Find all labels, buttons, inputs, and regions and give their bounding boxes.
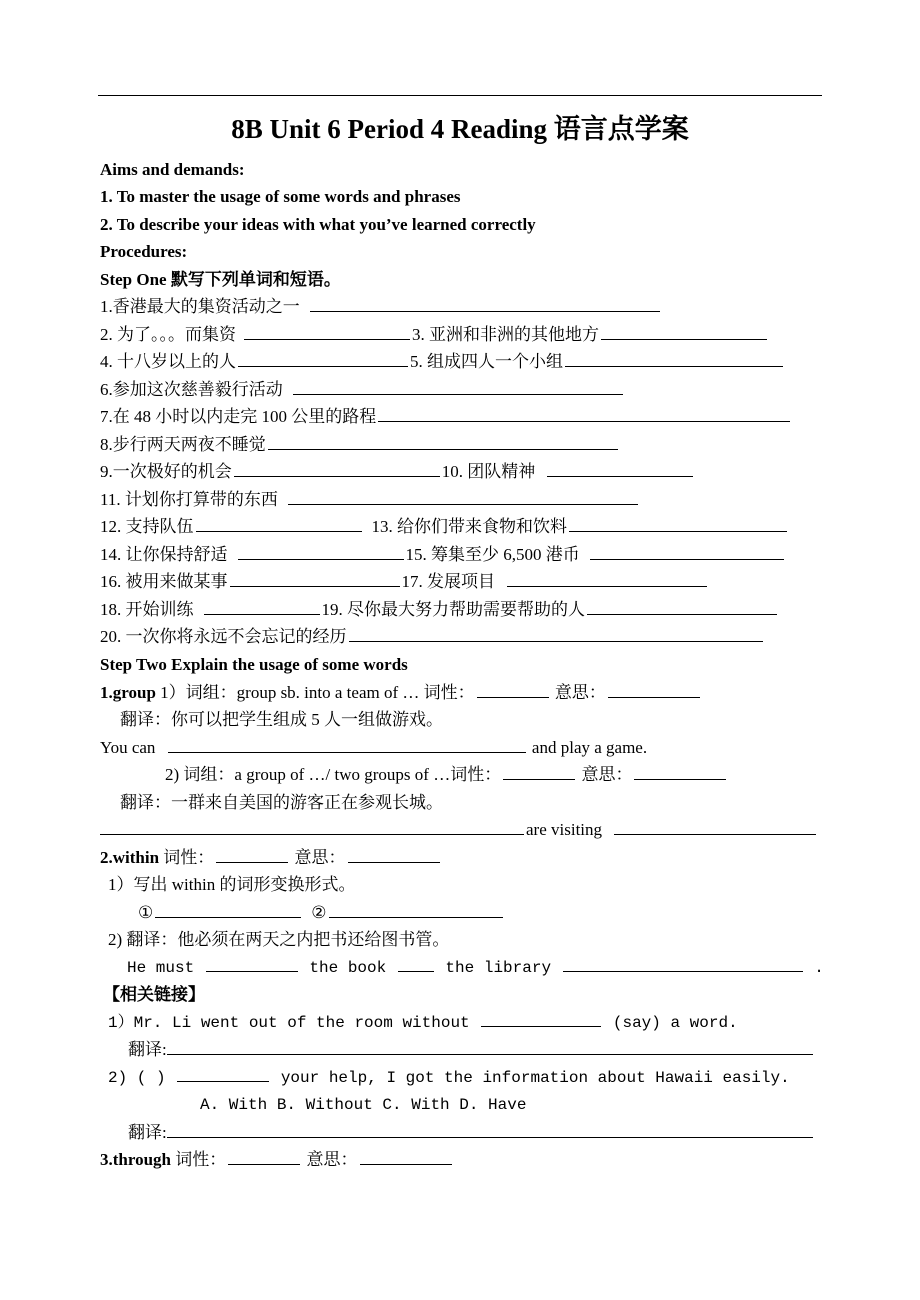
answer-blank[interactable]	[310, 295, 660, 312]
item-label: 5. 组成四人一个小组	[410, 352, 563, 371]
sentence-middle: are visiting	[526, 820, 607, 839]
circle-2: ②	[311, 903, 327, 922]
item-label: 18. 开始训练	[100, 600, 194, 619]
item-6	[100, 377, 625, 403]
answer-blank[interactable]	[167, 1121, 813, 1138]
answer-blank[interactable]	[167, 1038, 813, 1055]
links-q2	[108, 1065, 790, 1091]
answer-blank[interactable]	[329, 901, 503, 918]
answer-blank[interactable]	[100, 818, 524, 835]
meaning-label: 意思：	[577, 765, 633, 784]
item-label: 16. 被用来做某事	[100, 572, 228, 591]
item-18-19	[100, 597, 779, 623]
circle-1: ①	[138, 903, 154, 922]
item-14-15	[100, 542, 786, 568]
meaning-label: 意思：	[302, 1150, 358, 1169]
answer-blank[interactable]	[565, 350, 783, 367]
item-9-10	[100, 459, 695, 485]
item-label: 19. 尽你最大努力帮助需要帮助的人	[321, 600, 585, 619]
answer-blank[interactable]	[547, 460, 693, 477]
item-1	[100, 294, 662, 320]
translation-label: 翻译:	[128, 1123, 167, 1142]
item-label: 7.在 48 小时以内走完 100 公里的路程	[100, 407, 377, 426]
answer-blank[interactable]	[569, 515, 787, 532]
translation-label: 翻译:	[128, 1040, 167, 1059]
item-12-13	[100, 514, 789, 540]
meaning-blank[interactable]	[360, 1148, 452, 1165]
answer-blank[interactable]	[288, 488, 638, 505]
answer-blank[interactable]	[398, 955, 434, 972]
through-line	[100, 1147, 454, 1173]
item-label: 4. 十八岁以上的人	[100, 352, 236, 371]
answer-blank[interactable]	[234, 460, 440, 477]
sentence-part: your help, I got the information about Hawaii easily.	[271, 1069, 790, 1087]
word-label: 1.group	[100, 683, 156, 702]
answer-blank[interactable]	[238, 543, 404, 560]
group-translation-2: 翻译：一群来自美国的游客正在参观长城。	[120, 793, 443, 812]
item-label: 12. 支持队伍	[100, 517, 194, 536]
links-translation-2	[128, 1120, 813, 1146]
item-label: 10. 团队精神	[441, 462, 536, 481]
answer-blank[interactable]	[601, 323, 767, 340]
item-label: 3. 亚洲和非洲的其他地方	[412, 325, 599, 344]
aim-item-2: 2. To describe your ideas with what you’ve learned correctly	[100, 215, 536, 234]
pos-label: 词性：	[171, 1150, 227, 1169]
item-label: 1.香港最大的集资活动之一	[100, 297, 300, 316]
aims-heading: Aims and demands:	[100, 160, 245, 179]
within-sentence	[127, 955, 824, 981]
links-q1	[108, 1010, 738, 1036]
group-visiting-line	[100, 817, 818, 843]
answer-blank[interactable]	[244, 323, 410, 340]
answer-blank[interactable]	[614, 818, 816, 835]
sentence-part: (say) a word.	[603, 1014, 738, 1032]
item-label: 17. 发展项目	[401, 572, 495, 591]
procedures-heading: Procedures:	[100, 242, 188, 261]
step-two-heading: Step Two Explain the usage of some words	[100, 655, 408, 674]
links-translation-1	[128, 1037, 813, 1063]
pos-blank[interactable]	[477, 681, 549, 698]
within-q1: 1）写出 within 的词形变换形式。	[108, 875, 356, 894]
group-phrase-2: 2) 词组：a group of …/ two groups of …词性：	[165, 765, 502, 784]
item-label: 9.一次极好的机会	[100, 462, 232, 481]
answer-blank[interactable]	[206, 955, 298, 972]
answer-blank[interactable]	[349, 625, 763, 642]
pos-blank[interactable]	[228, 1148, 300, 1165]
meaning-label: 意思：	[290, 848, 346, 867]
sentence-part: 1）Mr. Li went out of the room without	[108, 1014, 480, 1032]
sentence-end: and play a game.	[527, 738, 648, 757]
within-line	[100, 845, 442, 871]
links-options: A. With B. Without C. With D. Have	[200, 1096, 527, 1114]
answer-blank[interactable]	[238, 350, 408, 367]
group-translation-1: 翻译：你可以把学生组成 5 人一组做游戏。	[120, 710, 443, 729]
sentence-part: the book	[299, 959, 396, 977]
answer-blank[interactable]	[155, 901, 301, 918]
pos-blank[interactable]	[216, 846, 288, 863]
answer-blank[interactable]	[268, 433, 618, 450]
page-title: 8B Unit 6 Period 4 Reading 语言点学案	[231, 114, 689, 144]
within-q2: 2) 翻译：他必须在两天之内把书还给图书管。	[108, 930, 450, 949]
item-label: 8.步行两天两夜不睡觉	[100, 435, 266, 454]
item-11	[100, 487, 640, 513]
answer-blank[interactable]	[168, 736, 526, 753]
pos-blank[interactable]	[503, 763, 575, 780]
item-label: 13. 给你们带来食物和饮料	[371, 517, 567, 536]
top-rule	[98, 95, 822, 96]
item-8	[100, 432, 620, 458]
sentence-part: the library	[435, 959, 561, 977]
item-16-17	[100, 569, 709, 595]
item-label: 11. 计划你打算带的东西	[100, 490, 278, 509]
meaning-blank[interactable]	[348, 846, 440, 863]
answer-blank[interactable]	[481, 1010, 601, 1027]
item-label: 14. 让你保持舒适	[100, 545, 228, 564]
sentence-end: .	[804, 959, 824, 977]
meaning-label: 意思：	[550, 683, 606, 702]
item-2-3	[100, 322, 769, 348]
answer-blank[interactable]	[196, 515, 362, 532]
item-label: 15. 筹集至少 6,500 港币	[405, 545, 580, 564]
item-label: 20. 一次你将永远不会忘记的经历	[100, 627, 347, 646]
item-label: 2. 为了。。。而集资	[100, 325, 236, 344]
meaning-blank[interactable]	[608, 681, 700, 698]
sentence-part: 2) ( )	[108, 1069, 176, 1087]
item-7	[100, 404, 792, 430]
sentence-start: You can	[100, 738, 160, 757]
item-20	[100, 624, 765, 650]
step-one-heading: Step One 默写下列单词和短语。	[100, 270, 341, 289]
word-label: 2.within	[100, 848, 160, 867]
answer-blank[interactable]	[293, 378, 623, 395]
answer-blank[interactable]	[590, 543, 784, 560]
word-label: 3.through	[100, 1150, 172, 1169]
answer-blank[interactable]	[507, 570, 707, 587]
answer-blank[interactable]	[204, 598, 320, 615]
item-4-5	[100, 349, 785, 375]
group-line-2	[165, 762, 728, 788]
group-phrase-1: 1）词组：group sb. into a team of … 词性：	[155, 683, 475, 702]
answer-blank[interactable]	[177, 1065, 269, 1082]
within-forms-line	[138, 900, 505, 926]
aim-item-1: 1. To master the usage of some words and phrases	[100, 187, 461, 206]
sentence-part: He must	[127, 959, 204, 977]
item-label: 6.参加这次慈善毅行活动	[100, 380, 283, 399]
meaning-blank[interactable]	[634, 763, 726, 780]
group-you-can-line	[100, 735, 647, 761]
links-heading: 【相关链接】	[103, 985, 205, 1004]
pos-label: 词性：	[159, 848, 215, 867]
answer-blank[interactable]	[587, 598, 777, 615]
answer-blank[interactable]	[230, 570, 400, 587]
group-line-1	[100, 680, 702, 706]
answer-blank[interactable]	[378, 405, 790, 422]
answer-blank[interactable]	[563, 955, 803, 972]
